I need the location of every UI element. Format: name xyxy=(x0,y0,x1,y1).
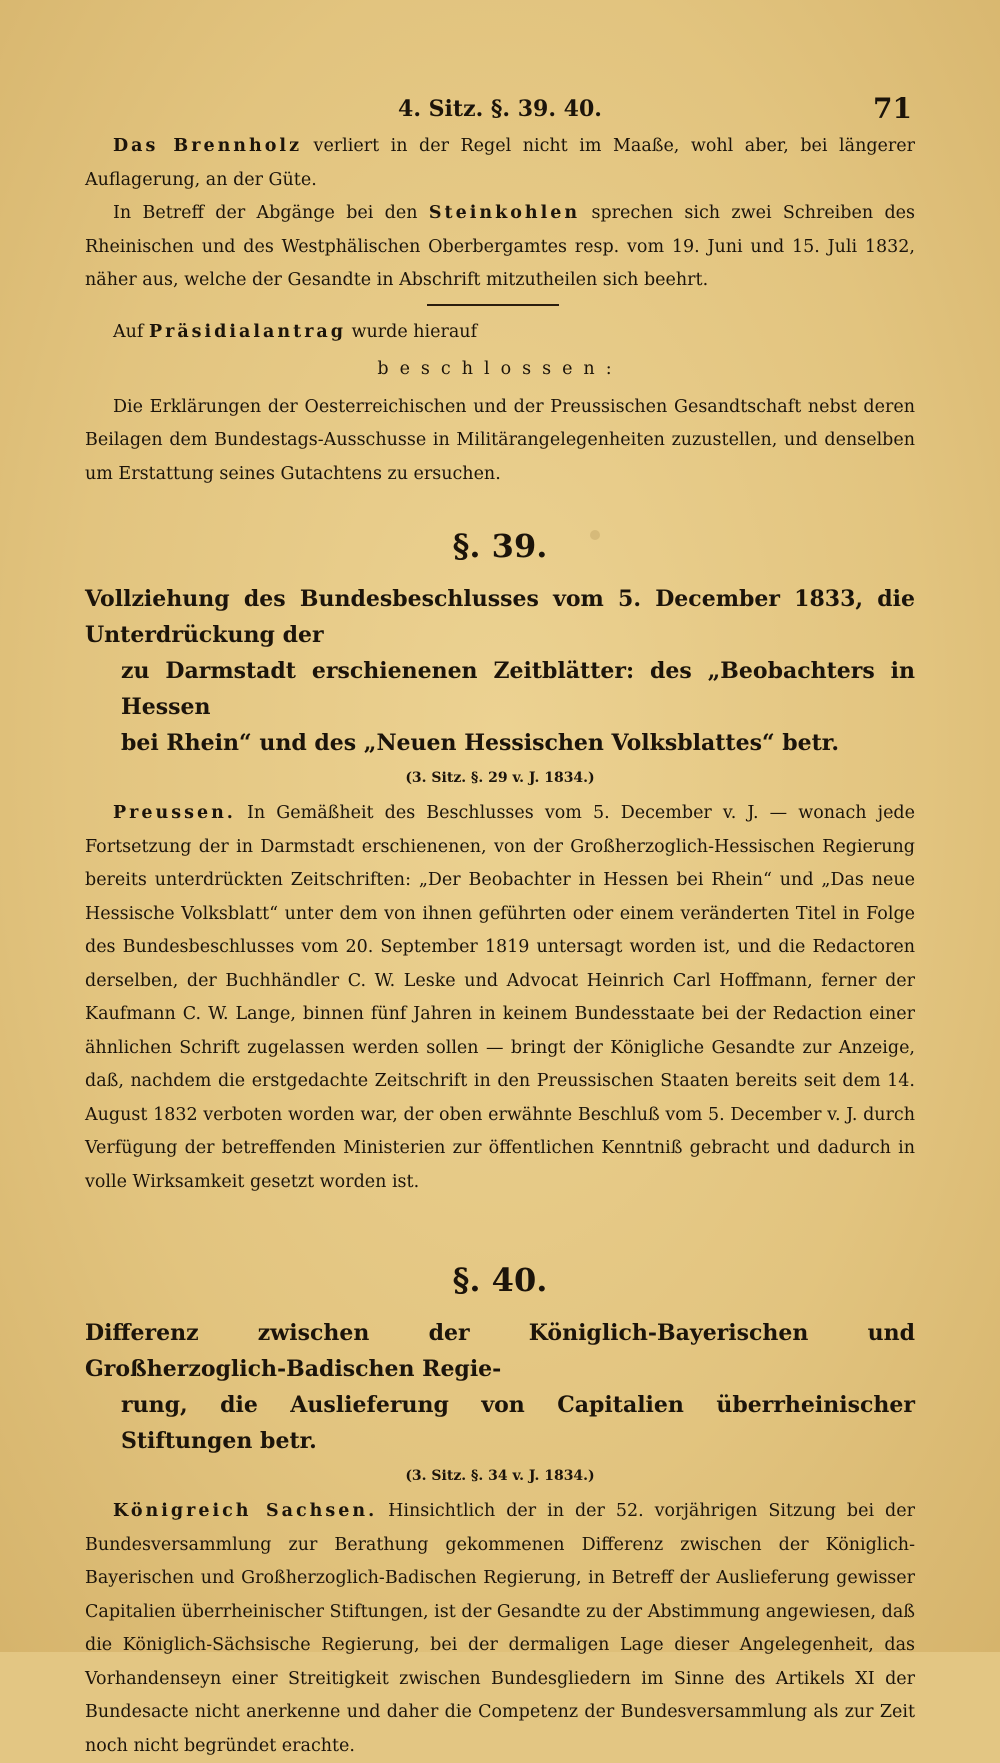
spaced-term: Das Brennholz xyxy=(113,136,303,156)
section-40-sign: §. 40. xyxy=(452,1261,548,1299)
paragraph-steinkohlen xyxy=(85,197,915,298)
paragraph-text: sprechen sich zwei Schreiben des Rheinischen und des Westphälischen Oberbergamtes resp. vom 19. Juni und 15. Juli 1832, näher aus, welche der Gesandte in Abschrift mitzutheilen sich beehrt. xyxy=(85,203,915,290)
section-40-body xyxy=(85,1495,915,1763)
state-name: Königreich Sachsen. xyxy=(113,1501,378,1521)
paragraph-text: Auf xyxy=(113,321,149,342)
page-body xyxy=(85,130,915,1763)
section-39-heading xyxy=(85,581,915,761)
heading-line: Differenz zwischen der Königlich-Bayerischen und Großherzoglich-Badischen Regie- xyxy=(85,1320,915,1382)
resolution-intro xyxy=(85,316,915,350)
page-header xyxy=(0,92,1000,132)
section-39-reference: (3. Sitz. §. 29 v. J. 1834.) xyxy=(405,770,595,786)
section-39-sign: §. 39. xyxy=(452,527,548,565)
resolution-text: Die Erklärungen der Oesterreichischen und der Preussischen Gesandtschaft nebst deren Beilagen dem Bundestags-Ausschusse in Militärangelegenheiten zuzustellen, und denselben um Erstattung seines Gutachtens zu ersuchen. xyxy=(85,396,915,484)
paragraph-text: verliert in der Regel nicht im Maaße, wohl aber, bei längerer Auflagerung, an der Güte. xyxy=(85,136,915,190)
spaced-term: Steinkohlen xyxy=(428,203,581,223)
page-number: 71 xyxy=(873,92,912,125)
divider-rule xyxy=(427,304,559,306)
heading-line: bei Rhein“ und des „Neuen Hessischen Volksblattes“ betr. xyxy=(121,730,840,756)
section-39-body xyxy=(85,797,915,1199)
beschlossen-label: beschlossen: xyxy=(377,359,623,379)
state-name: Preussen. xyxy=(113,803,236,823)
paragraph-text: In Betreff der Abgänge bei den xyxy=(113,203,429,223)
heading-line: zu Darmstadt erschienenen Zeitblätter: des „Beobachters in Hessen xyxy=(121,658,915,720)
section-40-heading xyxy=(85,1315,915,1459)
paragraph-brennholz xyxy=(85,130,915,197)
spaced-term: Präsidialantrag xyxy=(148,321,346,342)
paragraph-text: In Gemäßheit des Beschlusses vom 5. December v. J. — wonach jede Fortsetzung der in Darmstadt erschienenen, von der Großherzoglich-Hessischen Regierung bereits unterdrückten Zeitschriften: „Der Beobachter in Hessen bei Rhein“ und „Das neue Hessische Volksblatt“ unter dem von ihnen geführten oder einem veränderten Titel in Folge des Bundesbeschlusses vom 20. September 1819 untersagt worden ist, und die Redactoren derselben, der Buchhändler C. W. Leske und Advocat Heinrich Carl Hoffmann, ferner der Kaufmann C. W. Lange, binnen fünf Jahren in keinem Bundesstaate bei der Redaction einer ähnlichen Schrift zugelassen werden sollen — bringt der Königliche Gesandte zur Anzeige, daß, nachdem die erstgedachte Zeitschrift in den Preussischen Staaten bereits seit dem 14. August 1832 verboten worden war, der oben erwähnte Beschluß vom 5. December v. J. durch Verfügung der betreffenden Ministerien zur öffentlichen Kenntniß gebracht und dadurch in volle Wirksamkeit gesetzt worden ist. xyxy=(85,803,915,1192)
section-40-reference: (3. Sitz. §. 34 v. J. 1834.) xyxy=(405,1468,595,1484)
paragraph-text: Hinsichtlich der in der 52. vorjährigen Sitzung bei der Bundesversammlung zur Berathung gekommenen Differenz zwischen der Königlich-Bayerischen und Großherzoglich-Badischen Regierung, in Betreff der Auslieferung gewisser Capitalien überrheinischer Stiftungen, ist der Gesandte zu der Abstimmung angewiesen, daß die Königlich-Sächsische Regierung, bei der dermaligen Lage dieser Angelegenheit, das Vorhandenseyn einer Streitigkeit zwischen Bundesgliedern im Sinne des Artikels XI der Bundesacte nicht anerkenne und daher die Competenz der Bundesversammlung als zur Zeit noch nicht begründet erachte. xyxy=(85,1501,915,1756)
paragraph-text: wurde hierauf xyxy=(345,321,478,342)
heading-line: Vollziehung des Bundesbeschlusses vom 5. December 1833, die Unterdrückung der xyxy=(85,586,915,648)
running-head: 4. Sitz. §. 39. 40. xyxy=(398,96,602,122)
heading-line: rung, die Auslieferung von Capitalien überrheinischer Stiftungen betr. xyxy=(121,1392,915,1454)
